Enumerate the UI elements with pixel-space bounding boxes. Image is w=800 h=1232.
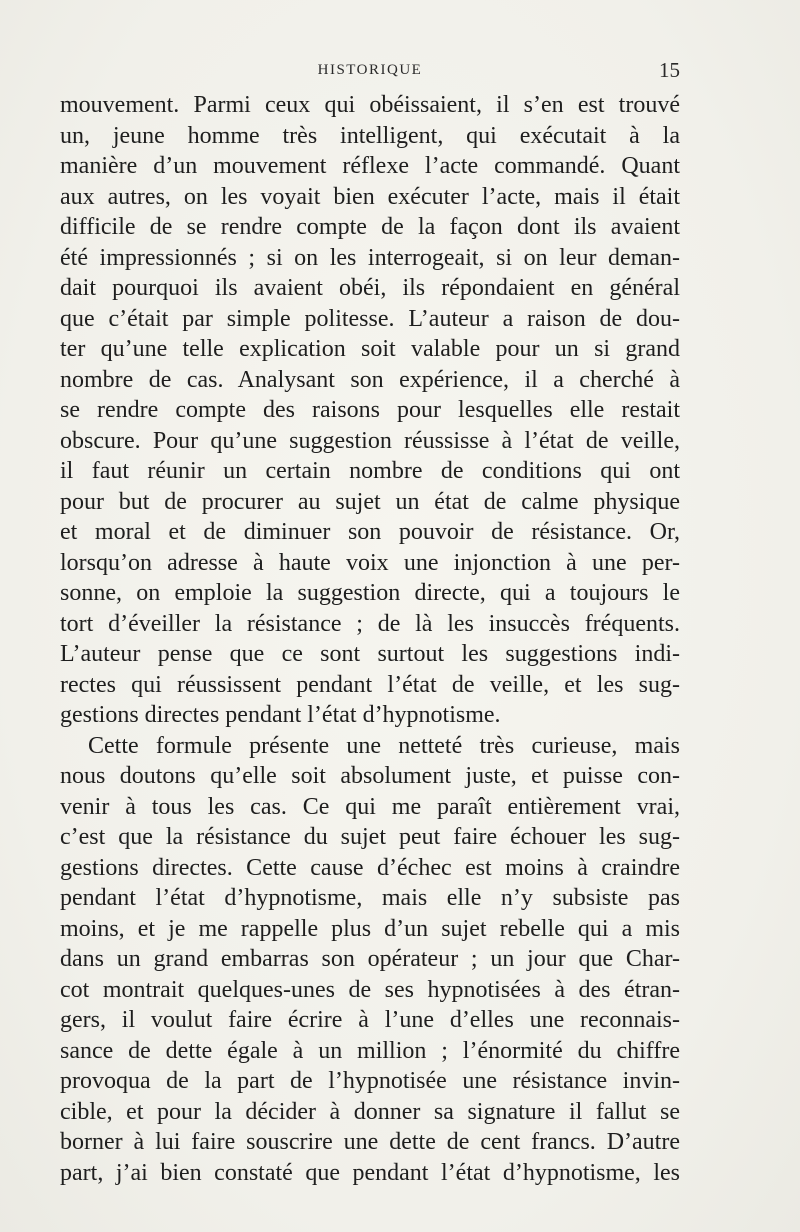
text-line: que c’était par simple politesse. L’auteur a raison de dou- [60, 305, 680, 332]
text-line: ter qu’une telle explication soit valable pour un si grand [60, 336, 680, 362]
text-line: rectes qui réussissent pendant l’état de veille, et les sug- [60, 671, 680, 698]
text-line: nombre de cas. Analysant son expérience, il a cherché à [60, 366, 680, 393]
text-line: dait pourquoi ils avaient obéi, ils répondaient en général [60, 275, 680, 301]
text-line: borner à lui faire souscrire une dette de cent francs. D’autre [60, 1129, 680, 1155]
text-line: sance de dette égale à un million ; l’énormité du chiffre [60, 1037, 680, 1064]
text-line: cible, et pour la décider à donner sa signature il fallut se [60, 1098, 680, 1125]
text-line: manière d’un mouvement réflexe l’acte commandé. Quant [60, 153, 680, 179]
text-line: et moral et de diminuer son pouvoir de résistance. Or, [60, 519, 680, 545]
text-line: lorsqu’on adresse à haute voix une injonction à une per- [60, 549, 680, 576]
text-line: pendant l’état d’hypnotisme, mais elle n’y subsiste pas [60, 885, 680, 911]
text-line: cot montrait quelques-unes de ses hypnotisées à des étran- [60, 976, 680, 1003]
text-line: sonne, on emploie la suggestion directe, qui a toujours le [60, 580, 680, 606]
text-line: obscure. Pour qu’une suggestion réussisse à l’état de veille, [60, 427, 680, 454]
paragraph [60, 90, 680, 731]
page-number: 15 [659, 58, 680, 82]
text-line: gers, il voulut faire écrire à l’une d’elles une reconnais- [60, 1007, 680, 1033]
text-line: un, jeune homme très intelligent, qui exécutait à la [60, 122, 680, 149]
text-line: venir à tous les cas. Ce qui me paraît entièrement vrai, [60, 793, 680, 820]
text-line: nous doutons qu’elle soit absolument juste, et puisse con- [60, 763, 680, 789]
text-line: il faut réunir un certain nombre de conditions qui ont [60, 458, 680, 484]
text-line: tort d’éveiller la résistance ; de là les insuccès fréquents. [60, 610, 680, 637]
text-line: provoqua de la part de l’hypnotisée une résistance invin- [60, 1068, 680, 1094]
running-title: HISTORIQUE [317, 62, 423, 78]
text-line: aux autres, on les voyait bien exécuter l’acte, mais il était [60, 183, 680, 210]
text-line: mouvement. Parmi ceux qui obéissaient, il s’en est trouvé [60, 92, 680, 118]
text-line: pour but de procurer au sujet un état de calme physique [60, 488, 680, 515]
text-line: L’auteur pense que ce sont surtout les suggestions indi- [60, 641, 680, 667]
text-line: difficile de se rendre compte de la façon dont ils avaient [60, 214, 680, 240]
text-line: gestions directes pendant l’état d’hypnotisme. [60, 702, 501, 728]
text-line: été impressionnés ; si on les interrogeait, si on leur deman- [60, 244, 680, 271]
body-text [60, 90, 680, 1188]
running-head [60, 58, 680, 88]
text-line: part, j’ai bien constaté que pendant l’état d’hypnotisme, les [60, 1159, 680, 1186]
text-line: dans un grand embarras son opérateur ; un jour que Char- [60, 946, 680, 972]
text-line: Cette formule présente une netteté très curieuse, mais [88, 732, 680, 759]
text-line: se rendre compte des raisons pour lesquelles elle restait [60, 397, 680, 423]
text-line: c’est que la résistance du sujet peut faire échouer les sug- [60, 824, 680, 850]
paragraph [60, 731, 680, 1189]
text-line: moins, et je me rappelle plus d’un sujet rebelle qui a mis [60, 915, 680, 942]
text-line: gestions directes. Cette cause d’échec est moins à craindre [60, 854, 680, 881]
